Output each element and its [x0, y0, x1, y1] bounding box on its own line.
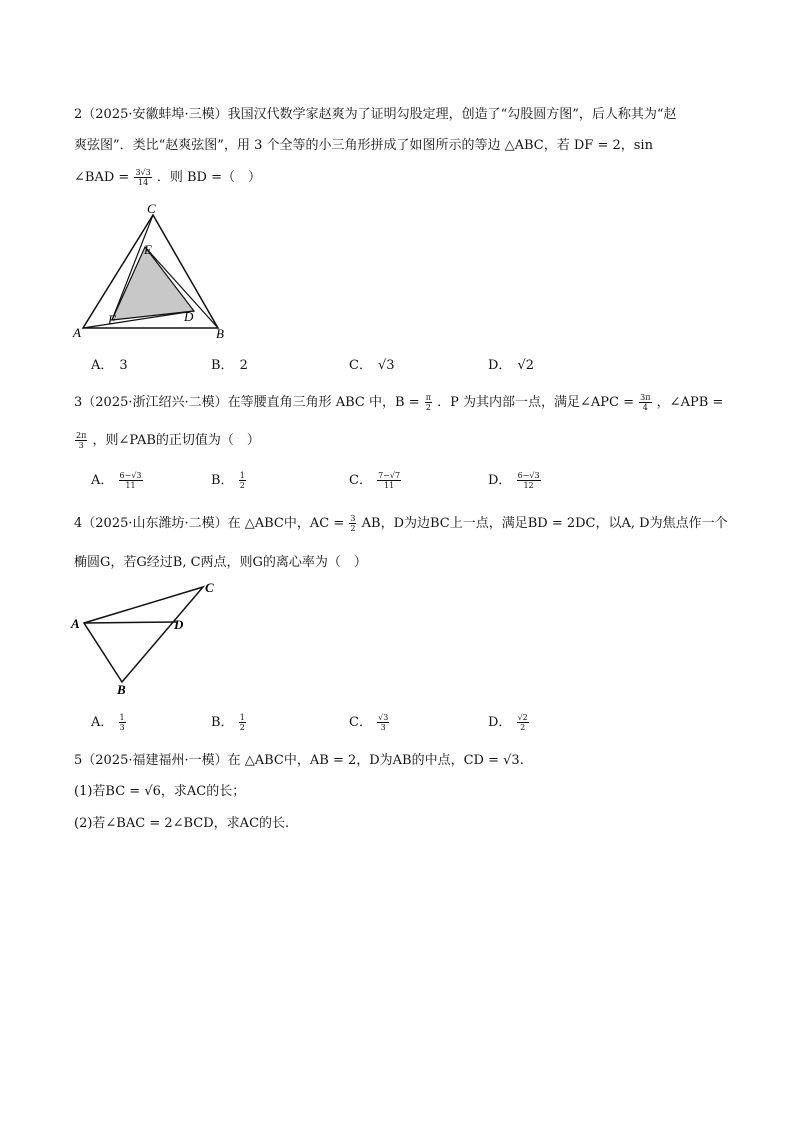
- q4-line-1: [74, 512, 728, 533]
- q2-label-B: B: [216, 326, 224, 341]
- q3-angle-b-fraction: [425, 393, 432, 412]
- q2-option-a-value: 3: [119, 358, 128, 373]
- q4-option-a-num: 1: [119, 713, 125, 722]
- q3-angle-apc-fraction: [639, 393, 651, 412]
- q4-option-c[interactable]: [349, 711, 390, 732]
- q2-option-a[interactable]: [91, 354, 128, 373]
- q4-option-a-letter: A．: [91, 715, 114, 730]
- q4-line-2: 椭圆G，若G经过B, C两点，则G的离心率为（ ）: [74, 555, 367, 570]
- q4-option-d-den: 2: [520, 723, 526, 732]
- q2-line-3-post: ．则 BD =（ ）: [156, 170, 261, 185]
- q3-f3-den: 3: [78, 441, 84, 450]
- q4-option-a-fraction: [119, 713, 126, 732]
- q3-option-a-num: 6−√3: [119, 471, 142, 480]
- q2-line-2: 爽弦图”．类比“赵爽弦图”，用 3 个全等的小三角形拼成了如图所示的等边 △ABC，若 DF = 2，sin: [74, 138, 653, 153]
- q3-line-2: [74, 429, 260, 450]
- q2-option-b-letter: B．: [211, 358, 234, 373]
- q4-figure-triangle: [68, 578, 228, 698]
- q3-option-a-fraction: [119, 471, 143, 490]
- q3-line-1-a: 3（2025·浙江绍兴·二模）在等腰直角三角形 ABC 中，B =: [74, 395, 420, 410]
- q4-option-d[interactable]: [488, 711, 530, 732]
- q4-line-1-a: 4（2025·山东潍坊·二模）在 △ABC中，AC =: [74, 516, 345, 531]
- q4-option-d-num: √2: [517, 713, 528, 722]
- q2-line-1: 2（2025·安徽蚌埠·三模）我国汉代数学家赵爽为了证明勾股定理，创造了“勾股圆方图”，后人称其为“赵: [74, 107, 677, 122]
- q3-f3-num: 2π: [76, 431, 87, 440]
- q2-option-c-letter: C．: [349, 358, 372, 373]
- q4-option-c-fraction: [377, 713, 389, 732]
- q3-option-a[interactable]: [91, 469, 144, 490]
- q4-segment-AD: [84, 622, 176, 623]
- q2-sin-den: 14: [137, 178, 149, 187]
- q4-option-c-den: 3: [380, 723, 386, 732]
- q5-line-1: 5（2025·福建福州·一模）在 △ABC中，AB = 2，D为AB的中点，CD = √3.: [74, 753, 524, 768]
- q3-option-a-den: 11: [125, 481, 136, 490]
- q3-option-d-num: 6−√3: [517, 471, 540, 480]
- q4-option-d-letter: D．: [488, 715, 512, 730]
- q2-figure-zhaoshuang-diagram: [70, 200, 240, 345]
- q4-option-a[interactable]: [91, 711, 127, 732]
- q2-option-c[interactable]: [349, 354, 395, 373]
- q2-label-E: E: [144, 242, 152, 257]
- q2-line-3-pre: ∠BAD =: [74, 170, 130, 185]
- q3-line-2-post: ，则∠PAB的正切值为（ ）: [92, 433, 260, 448]
- q2-option-b-value: 2: [239, 358, 248, 373]
- q4-triangle-abc: [84, 587, 203, 682]
- q4-option-b-den: 2: [239, 723, 245, 732]
- q4-ratio-fraction: [349, 514, 356, 533]
- q3-option-c-letter: C．: [349, 473, 372, 488]
- q3-f1-den: 2: [425, 403, 431, 412]
- q4-label-C: C: [205, 580, 214, 595]
- q3-option-d-letter: D．: [488, 473, 512, 488]
- q2-sin-fraction: [134, 168, 151, 187]
- q3-line-1-c: ，∠APB =: [656, 395, 724, 410]
- q4-label-A: A: [71, 616, 80, 631]
- q4-option-b-letter: B．: [211, 715, 234, 730]
- q3-f2-den: 4: [642, 403, 648, 412]
- q4-label-D: D: [174, 617, 184, 632]
- q3-option-b-fraction: [239, 471, 246, 490]
- q2-label-C: C: [147, 201, 156, 216]
- q3-f2-num: 3π: [640, 393, 651, 402]
- q2-line-3: [74, 166, 261, 187]
- q3-line-1: [74, 391, 723, 412]
- q3-option-b-letter: B．: [211, 473, 234, 488]
- q2-option-d-value: √2: [517, 358, 534, 373]
- q4-option-b-fraction: [239, 713, 246, 732]
- q3-option-c-den: 11: [383, 481, 395, 490]
- q3-option-b[interactable]: [211, 469, 247, 490]
- q2-option-c-value: √3: [377, 358, 395, 373]
- q3-f1-num: π: [425, 393, 431, 402]
- q3-option-d-den: 12: [523, 481, 534, 490]
- q4-option-c-num: √3: [378, 713, 389, 722]
- q2-option-d[interactable]: [488, 354, 534, 373]
- q3-option-c[interactable]: [349, 469, 402, 490]
- q2-label-F: F: [108, 312, 116, 327]
- q3-line-1-b: ．P 为其内部一点，满足∠APC =: [437, 395, 635, 410]
- q4-option-b[interactable]: [211, 711, 247, 732]
- q3-option-b-den: 2: [239, 481, 245, 490]
- q3-option-c-fraction: [377, 471, 401, 490]
- q4-f-den: 2: [350, 524, 356, 533]
- q3-angle-apb-fraction: [75, 431, 87, 450]
- q4-f-num: 3: [350, 514, 356, 523]
- q3-option-b-num: 1: [239, 471, 245, 480]
- q2-shaded-inner-triangle: [112, 247, 194, 320]
- q2-option-b[interactable]: [211, 354, 248, 373]
- q2-option-d-letter: D．: [488, 358, 512, 373]
- q4-option-b-num: 1: [239, 713, 245, 722]
- q5-part-2: (2)若∠BAC = 2∠BCD，求AC的长.: [74, 816, 290, 831]
- q2-label-A: A: [73, 325, 81, 340]
- q2-label-D: D: [184, 309, 194, 324]
- q3-option-c-num: 7−√7: [378, 471, 401, 480]
- q4-label-B: B: [117, 682, 126, 697]
- q4-option-d-fraction: [517, 713, 529, 732]
- q3-option-a-letter: A．: [91, 473, 114, 488]
- q4-option-a-den: 3: [119, 723, 125, 732]
- q2-sin-num: 3√3: [135, 168, 151, 177]
- q5-part-1: (1)若BC = √6，求AC的长；: [74, 784, 246, 799]
- q3-option-d-fraction: [517, 471, 541, 490]
- q4-option-c-letter: C．: [349, 715, 372, 730]
- q3-option-d[interactable]: [488, 469, 542, 490]
- q2-option-a-letter: A．: [91, 358, 114, 373]
- q4-line-1-b: AB，D为边BC上一点，满足BD = 2DC，以A, D为焦点作一个: [361, 516, 728, 531]
